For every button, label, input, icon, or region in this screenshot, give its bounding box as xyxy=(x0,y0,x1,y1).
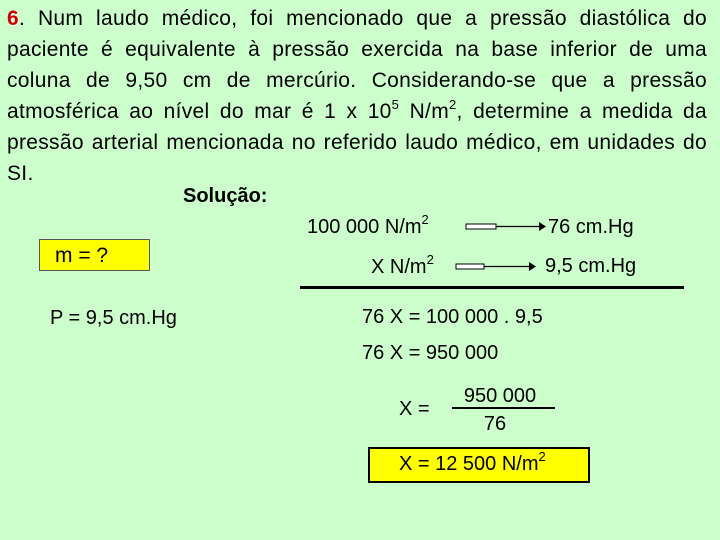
problem-text: . Num laudo médico, foi mencionado que a pressão diastólica do paciente é equivalente à pressão exercida na base inferior de uma coluna de 9,50 cm de mercúrio. Considerando-se que a pressão atmosférica ao nível do mar é 1 x 10 xyxy=(7,7,707,123)
problem-number: 6 xyxy=(7,7,19,30)
step-1: 76 X = 100 000 . 9,5 xyxy=(362,306,543,328)
fraction-denominator: 76 xyxy=(483,413,507,435)
step-2: 76 X = 950 000 xyxy=(362,342,499,364)
proportion-row1-right: 76 cm.Hg xyxy=(548,216,634,238)
fraction-bar xyxy=(452,407,555,409)
problem-statement xyxy=(7,3,707,189)
proportion-row2-right: 9,5 cm.Hg xyxy=(545,255,637,277)
result-text: X = 12 500 $N/m^2$ xyxy=(399,449,546,475)
fraction-numerator: 950 000 xyxy=(463,385,537,407)
arrow-right-icon xyxy=(455,258,537,276)
divider-line xyxy=(300,286,684,289)
solution-label: Solução: xyxy=(183,185,268,207)
arrow-right-icon xyxy=(465,218,547,236)
problem-exponent-2: 2 xyxy=(449,97,457,112)
given-pressure: P = 9,5 cm.Hg xyxy=(50,307,177,329)
proportion-row1-left: 100 000 $N/m^2$ xyxy=(307,212,429,238)
fraction-lhs: X = xyxy=(399,398,430,420)
given-m-box: m = ? xyxy=(39,239,150,271)
problem-text-3: , determine a medida da pressão arterial mencionada no referido laudo médico, em unidades do SI. xyxy=(7,100,707,185)
proportion-row2-left: X $N/m^2$ xyxy=(371,252,434,278)
problem-exponent: 5 xyxy=(391,97,400,112)
problem-text-2: N/m xyxy=(399,100,449,123)
